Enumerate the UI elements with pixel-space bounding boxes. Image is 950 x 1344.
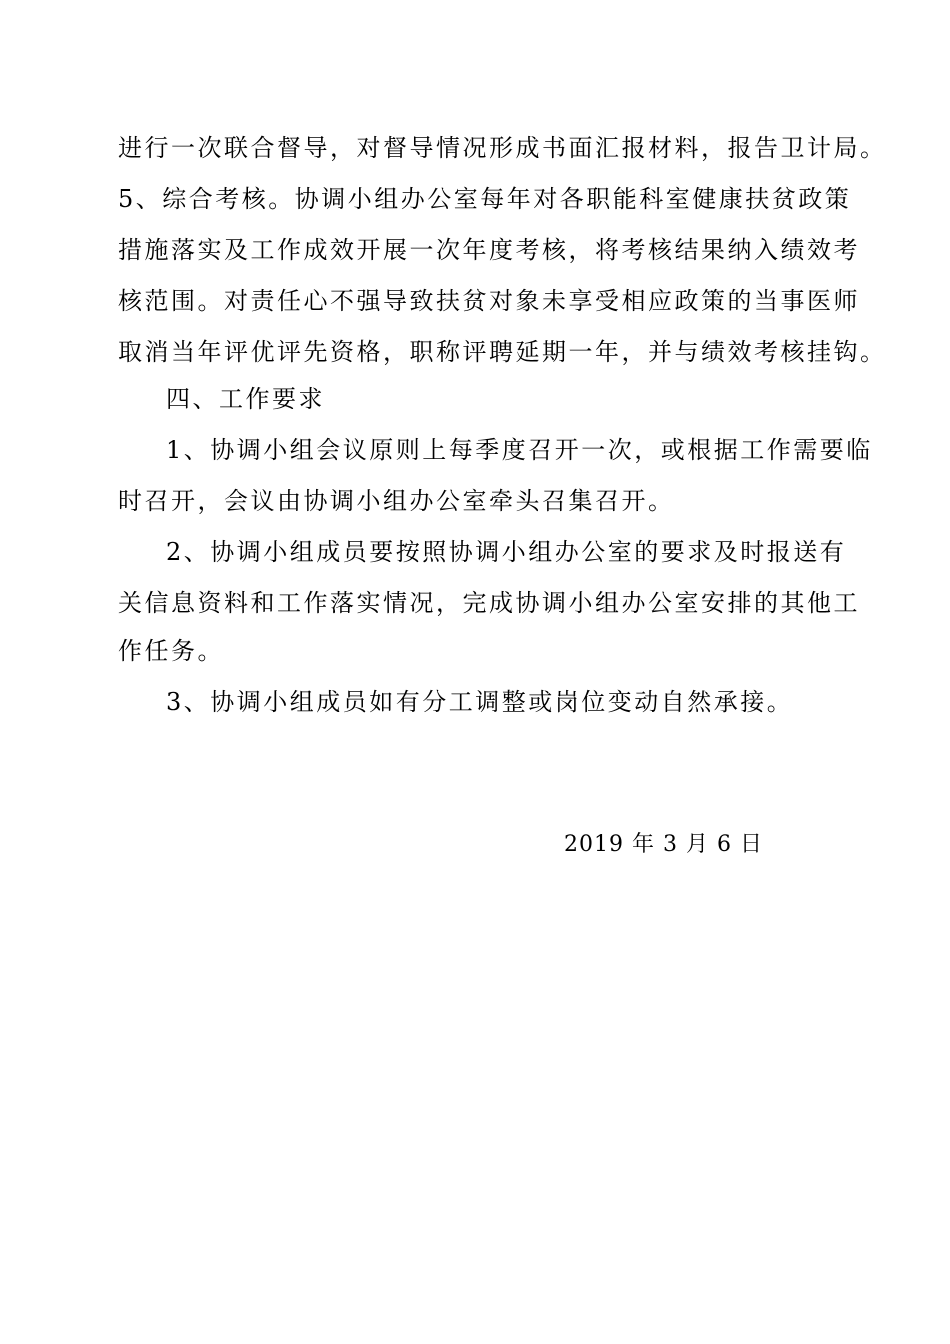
body-text-line: 时召开，会议由协调小组办公室牵头召集召开。	[118, 487, 675, 515]
body-text-line: 进行一次联合督导，对督导情况形成书面汇报材料，报告卫计局。	[118, 134, 887, 162]
document-date: 2019 年 3 月 6 日	[564, 832, 763, 857]
requirement-item-3: 3、协调小组成员如有分工调整或岗位变动自然承接。	[166, 688, 794, 716]
body-text-line: 核范围。对责任心不强导致扶贫对象未享受相应政策的当事医师	[118, 287, 860, 315]
section-heading-work-requirements: 四、工作要求	[166, 385, 325, 413]
body-text-line: 关信息资料和工作落实情况，完成协调小组办公室安排的其他工	[118, 589, 860, 617]
body-text-line: 措施落实及工作成效开展一次年度考核，将考核结果纳入绩效考	[118, 236, 860, 264]
body-text-line: 取消当年评优评先资格，职称评聘延期一年，并与绩效考核挂钩。	[118, 338, 887, 366]
body-text-line: 作任务。	[118, 637, 224, 665]
section-item-comprehensive-assessment: 5、综合考核。协调小组办公室每年对各职能科室健康扶贫政策	[118, 185, 852, 213]
requirement-item-1: 1、协调小组会议原则上每季度召开一次，或根据工作需要临	[166, 436, 873, 464]
requirement-item-2: 2、协调小组成员要按照协调小组办公室的要求及时报送有	[166, 538, 847, 566]
